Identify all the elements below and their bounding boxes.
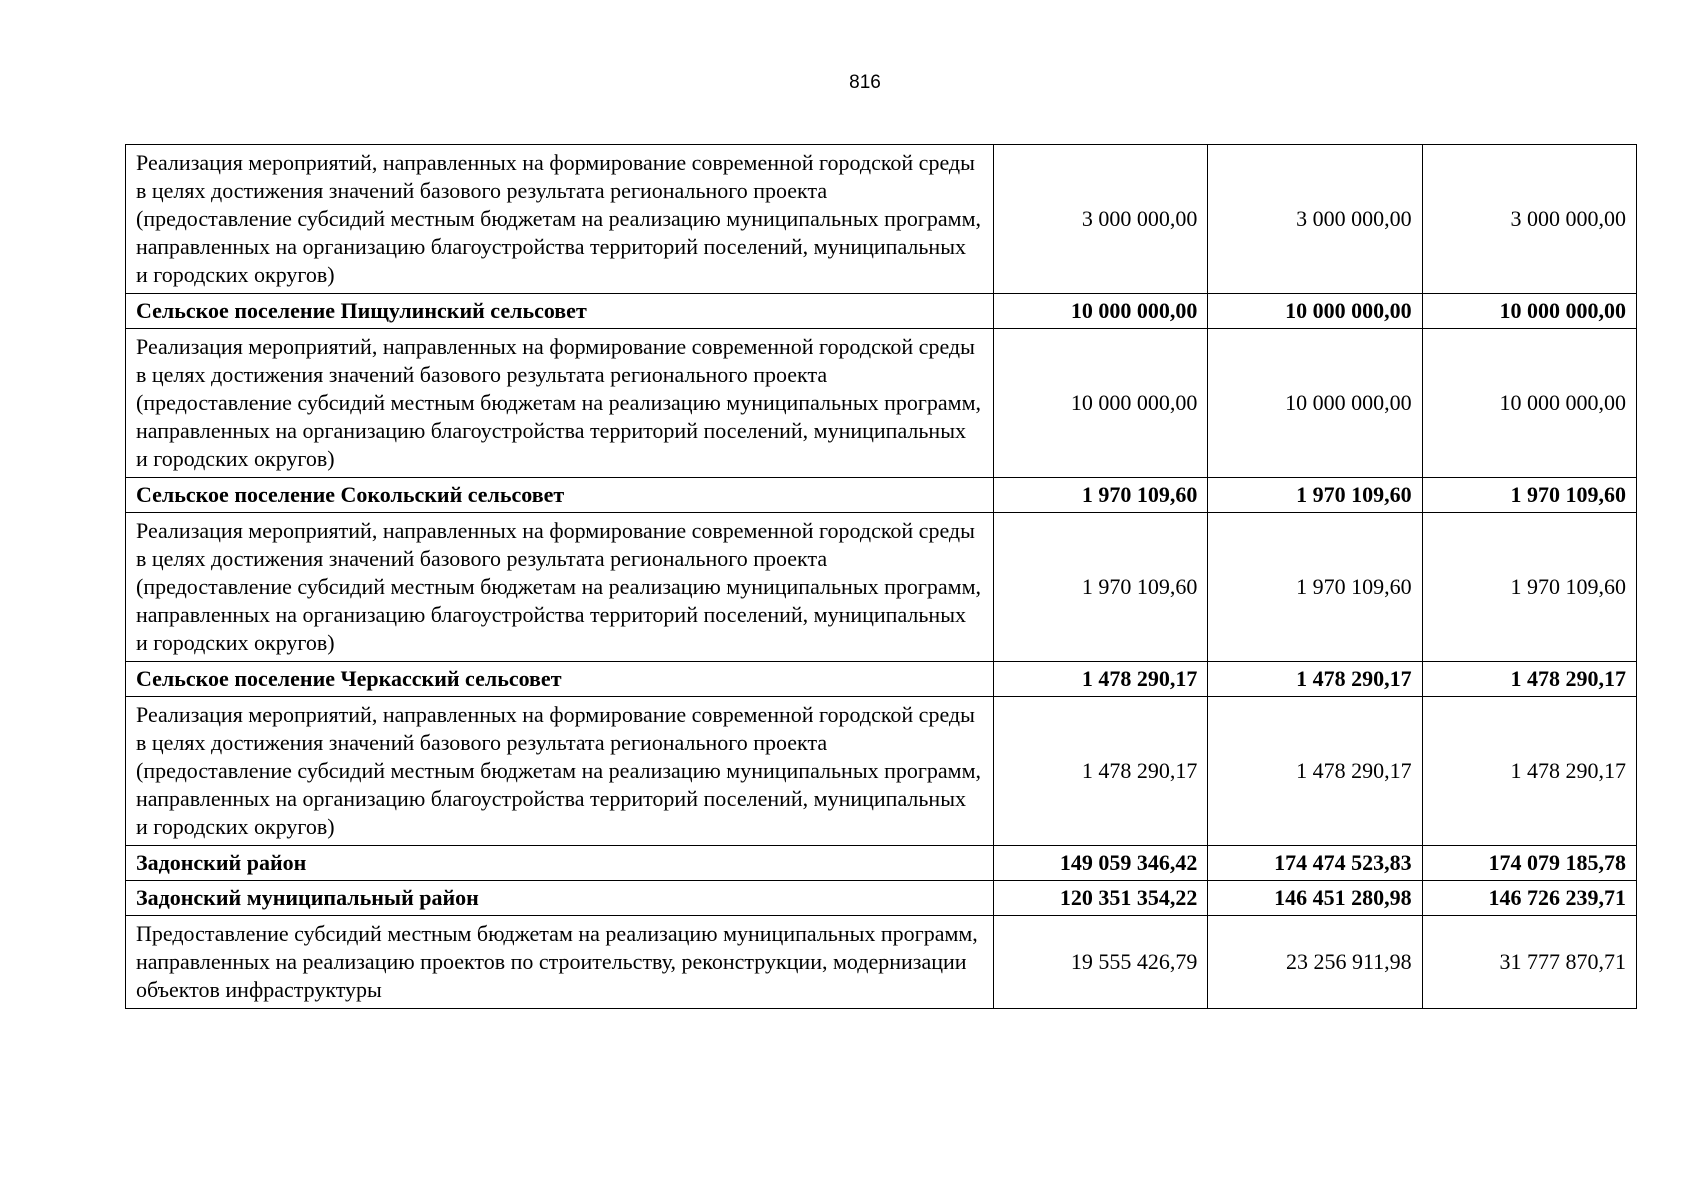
row-description: Предоставление субсидий местным бюджетам на реализацию муниципальных программ, направленных на реализацию проектов по строительству, реконструкции, модернизации объектов инфраструктуры bbox=[126, 916, 994, 1009]
row-value-year-3: 1 478 290,17 bbox=[1422, 662, 1636, 697]
row-value-year-3: 146 726 239,71 bbox=[1422, 881, 1636, 916]
row-value-year-2: 10 000 000,00 bbox=[1208, 329, 1422, 478]
page-number: 816 bbox=[849, 72, 881, 93]
row-value-year-3: 31 777 870,71 bbox=[1422, 916, 1636, 1009]
row-description: Сельское поселение Пищулинский сельсовет bbox=[126, 294, 994, 329]
row-description: Реализация мероприятий, направленных на формирование современной городской среды в целях достижения значений базового результата регионального проекта (предоставление субсидий местным бюджетам на реализацию муниципальных программ, направленных на организацию благоустройства территорий поселений, муниципальных и городских округов) bbox=[126, 329, 994, 478]
table-row-subtotal bbox=[126, 846, 1637, 881]
row-value-year-2: 23 256 911,98 bbox=[1208, 916, 1422, 1009]
row-value-year-1: 120 351 354,22 bbox=[994, 881, 1208, 916]
table-row bbox=[126, 916, 1637, 1009]
table-row bbox=[126, 145, 1637, 294]
row-value-year-2: 1 970 109,60 bbox=[1208, 513, 1422, 662]
row-value-year-1: 3 000 000,00 bbox=[994, 145, 1208, 294]
row-value-year-1: 1 478 290,17 bbox=[994, 662, 1208, 697]
row-value-year-2: 1 478 290,17 bbox=[1208, 697, 1422, 846]
row-description: Сельское поселение Черкасский сельсовет bbox=[126, 662, 994, 697]
table-row-subtotal bbox=[126, 478, 1637, 513]
row-value-year-1: 19 555 426,79 bbox=[994, 916, 1208, 1009]
row-description: Реализация мероприятий, направленных на формирование современной городской среды в целях достижения значений базового результата регионального проекта (предоставление субсидий местным бюджетам на реализацию муниципальных программ, направленных на организацию благоустройства территорий поселений, муниципальных и городских округов) bbox=[126, 697, 994, 846]
row-value-year-3: 10 000 000,00 bbox=[1422, 329, 1636, 478]
table-row bbox=[126, 697, 1637, 846]
row-value-year-1: 149 059 346,42 bbox=[994, 846, 1208, 881]
row-value-year-1: 10 000 000,00 bbox=[994, 329, 1208, 478]
row-value-year-3: 1 970 109,60 bbox=[1422, 478, 1636, 513]
row-value-year-2: 3 000 000,00 bbox=[1208, 145, 1422, 294]
row-value-year-3: 174 079 185,78 bbox=[1422, 846, 1636, 881]
row-value-year-1: 1 970 109,60 bbox=[994, 513, 1208, 662]
row-value-year-2: 174 474 523,83 bbox=[1208, 846, 1422, 881]
row-value-year-3: 3 000 000,00 bbox=[1422, 145, 1636, 294]
row-value-year-3: 1 970 109,60 bbox=[1422, 513, 1636, 662]
row-value-year-2: 146 451 280,98 bbox=[1208, 881, 1422, 916]
table-row bbox=[126, 513, 1637, 662]
row-value-year-1: 10 000 000,00 bbox=[994, 294, 1208, 329]
row-description: Сельское поселение Сокольский сельсовет bbox=[126, 478, 994, 513]
row-description: Задонский район bbox=[126, 846, 994, 881]
row-value-year-2: 1 970 109,60 bbox=[1208, 478, 1422, 513]
row-value-year-2: 1 478 290,17 bbox=[1208, 662, 1422, 697]
row-value-year-3: 10 000 000,00 bbox=[1422, 294, 1636, 329]
row-value-year-3: 1 478 290,17 bbox=[1422, 697, 1636, 846]
row-description: Задонский муниципальный район bbox=[126, 881, 994, 916]
table-row-subtotal bbox=[126, 662, 1637, 697]
budget-table bbox=[125, 144, 1637, 1009]
row-value-year-1: 1 970 109,60 bbox=[994, 478, 1208, 513]
table-row-subtotal bbox=[126, 881, 1637, 916]
table-row bbox=[126, 329, 1637, 478]
row-description: Реализация мероприятий, направленных на формирование современной городской среды в целях достижения значений базового результата регионального проекта (предоставление субсидий местным бюджетам на реализацию муниципальных программ, направленных на организацию благоустройства территорий поселений, муниципальных и городских округов) bbox=[126, 513, 994, 662]
row-value-year-1: 1 478 290,17 bbox=[994, 697, 1208, 846]
row-description: Реализация мероприятий, направленных на формирование современной городской среды в целях достижения значений базового результата регионального проекта (предоставление субсидий местным бюджетам на реализацию муниципальных программ, направленных на организацию благоустройства территорий поселений, муниципальных и городских округов) bbox=[126, 145, 994, 294]
row-value-year-2: 10 000 000,00 bbox=[1208, 294, 1422, 329]
table-row-subtotal bbox=[126, 294, 1637, 329]
